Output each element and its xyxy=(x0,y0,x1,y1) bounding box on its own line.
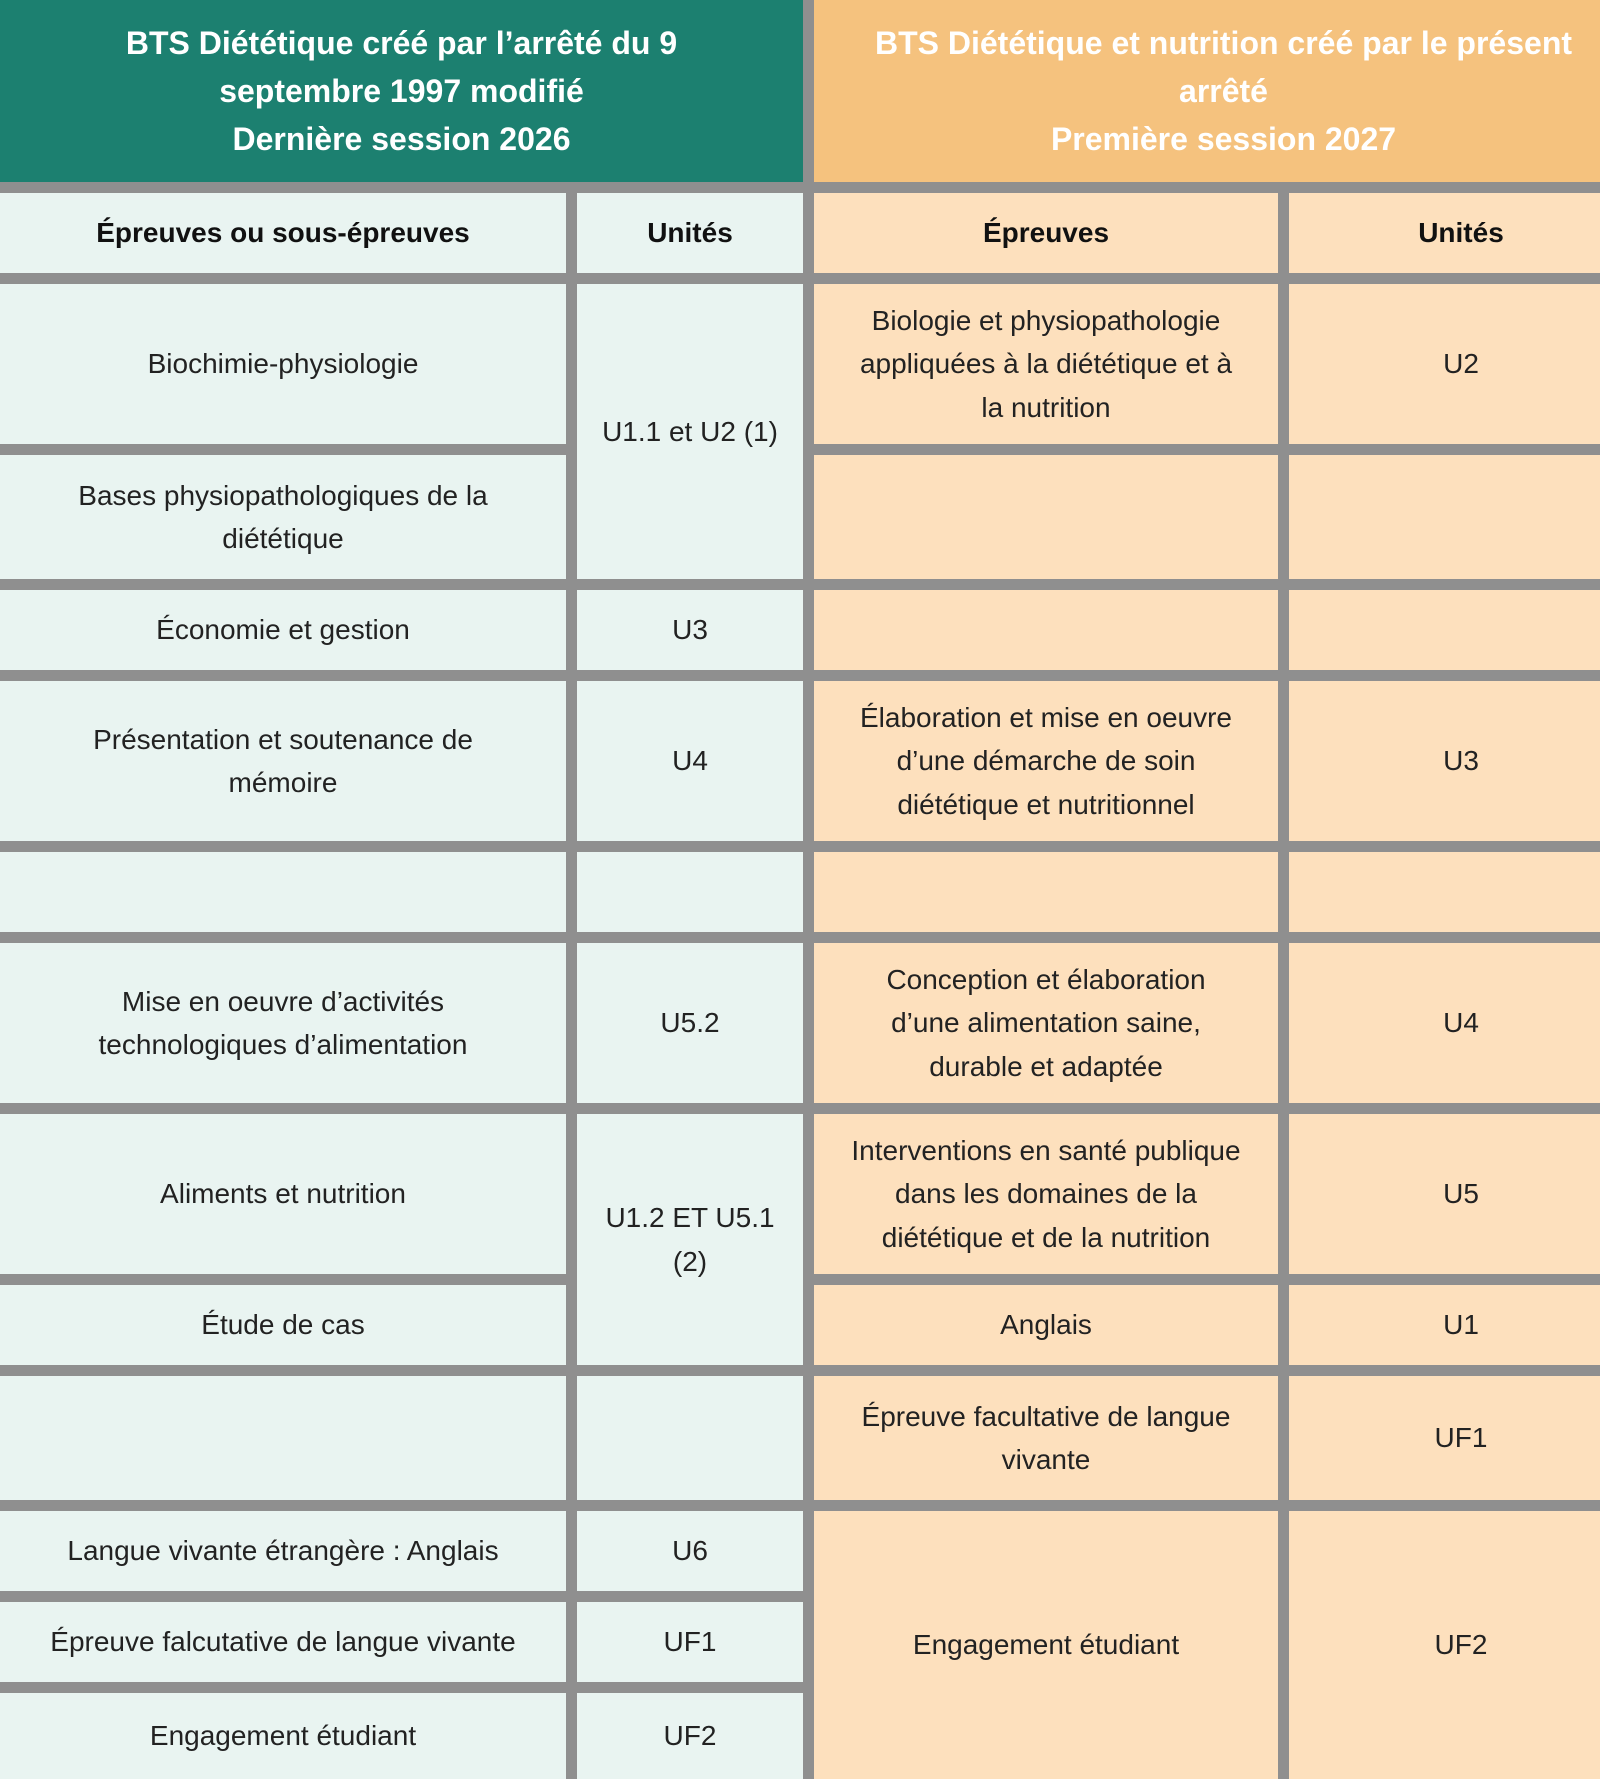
new-interventions-unit-cell: U5 xyxy=(1289,1114,1600,1274)
new-anglais-unit-cell: U1 xyxy=(1289,1285,1600,1365)
old-bases-cell: Bases physiopathologiques de la diététique xyxy=(0,455,566,579)
old-u12-u51-cell: U1.2 ET U5.1 (2) xyxy=(577,1114,803,1365)
new-conception-cell: Conception et élaboration d’une alimentation saine, durable et adaptée xyxy=(814,943,1278,1103)
old-facultative-cell: Épreuve falcutative de langue vivante xyxy=(0,1602,566,1682)
old-langue-unit-cell: U6 xyxy=(577,1511,803,1591)
old-u11-u2-cell: U1.1 et U2 (1) xyxy=(577,284,803,579)
old-unites-column-header: Unités xyxy=(577,193,803,273)
new-interventions-cell: Interventions en santé publique dans les domaines de la diététique et de la nutrition xyxy=(814,1114,1278,1274)
new-epreuves-column-header: Épreuves xyxy=(814,193,1278,273)
new-facultative-unit-cell: UF1 xyxy=(1289,1376,1600,1500)
old-etude-de-cas-cell: Étude de cas xyxy=(0,1285,566,1365)
new-empty-unit-cell xyxy=(1289,852,1600,932)
new-biologie-cell: Biologie et physiopathologie appliquées à la diététique et à la nutrition xyxy=(814,284,1278,444)
new-facultative-cell: Épreuve facultative de langue vivante xyxy=(814,1376,1278,1500)
old-engagement-unit-cell: UF2 xyxy=(577,1693,803,1779)
old-economie-unit-cell: U3 xyxy=(577,590,803,670)
new-anglais-cell: Anglais xyxy=(814,1285,1278,1365)
old-aliments-cell: Aliments et nutrition xyxy=(0,1114,566,1274)
old-facultative-unit-cell: UF1 xyxy=(577,1602,803,1682)
old-empty-cell xyxy=(0,852,566,932)
new-elaboration-unit-cell: U3 xyxy=(1289,681,1600,841)
new-engagement-unit-cell: UF2 xyxy=(1289,1511,1600,1779)
old-presentation-unit-cell: U4 xyxy=(577,681,803,841)
new-empty-cell xyxy=(814,852,1278,932)
old-engagement-cell: Engagement étudiant xyxy=(0,1693,566,1779)
old-bts-header: BTS Diététique créé par l’arrêté du 9 septembre 1997 modifié Dernière session 2026 xyxy=(0,0,803,182)
old-economie-cell: Économie et gestion xyxy=(0,590,566,670)
old-epreuves-column-header: Épreuves ou sous-épreuves xyxy=(0,193,566,273)
new-empty-unit-cell xyxy=(1289,590,1600,670)
new-conception-unit-cell: U4 xyxy=(1289,943,1600,1103)
old-mise-en-oeuvre-unit-cell: U5.2 xyxy=(577,943,803,1103)
new-unites-column-header: Unités xyxy=(1289,193,1600,273)
new-biologie-unit-cell: U2 xyxy=(1289,284,1600,444)
old-langue-cell: Langue vivante étrangère : Anglais xyxy=(0,1511,566,1591)
old-biochimie-cell: Biochimie-physiologie xyxy=(0,284,566,444)
new-elaboration-cell: Élaboration et mise en oeuvre d’une démarche de soin diététique et nutritionnel xyxy=(814,681,1278,841)
old-empty-unit-cell xyxy=(577,852,803,932)
old-empty-unit-cell xyxy=(577,1376,803,1500)
new-empty-cell xyxy=(814,590,1278,670)
old-empty-cell xyxy=(0,1376,566,1500)
new-engagement-cell: Engagement étudiant xyxy=(814,1511,1278,1779)
old-presentation-cell: Présentation et soutenance de mémoire xyxy=(0,681,566,841)
new-empty-cell xyxy=(814,455,1278,579)
new-bts-header: BTS Diététique et nutrition créé par le présent arrêté Première session 2027 xyxy=(814,0,1600,182)
new-empty-unit-cell xyxy=(1289,455,1600,579)
old-mise-en-oeuvre-cell: Mise en oeuvre d’activités technologiques d’alimentation xyxy=(0,943,566,1103)
